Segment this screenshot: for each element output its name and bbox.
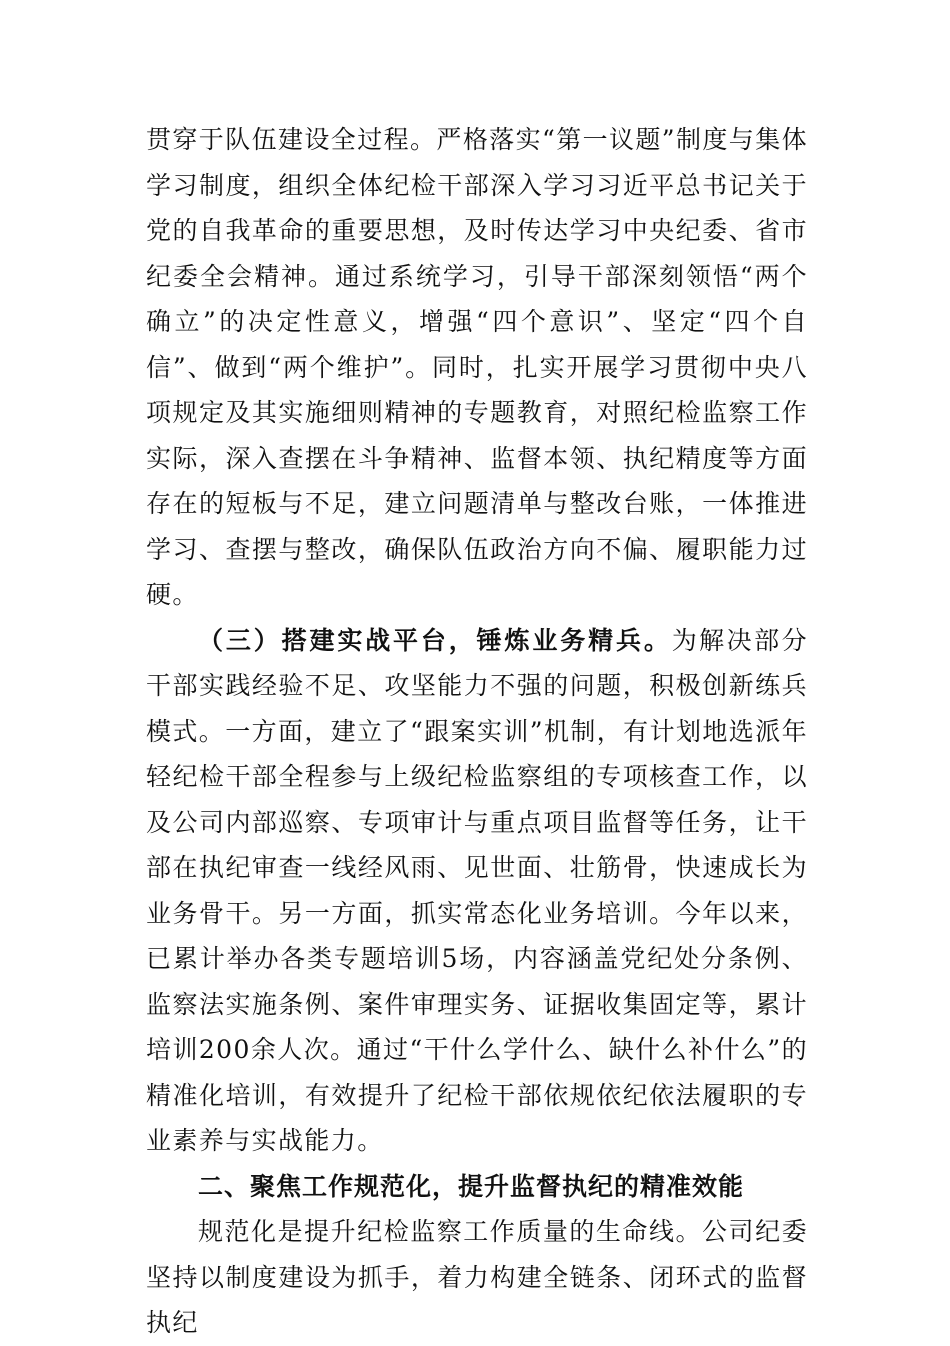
paragraph-subsection-three bbox=[146, 618, 808, 1164]
section-heading: 二、聚焦工作规范化，提升监督执纪的精准效能 bbox=[198, 1171, 745, 1201]
subsection-body: 为解决部分干部实践经验不足、攻坚能力不强的问题，积极创新练兵模式。一方面，建立了“跟案实训”机制，有计划地选派年轻纪检干部全程参与上级纪检监察组的专项核查工作，以及公司内部巡察、专项审计与重点项目监督等任务，让干部在执纪审查一线经风雨、见世面、壮筋骨，快速成长为业务骨干。另一方面，抓实常态化业务培训。今年以来，已累计举办各类专题培训5场，内容涵盖党纪处分条例、监察法实施条例、案件审理实务、证据收集固定等，累计培训200余人次。通过“干什么学什么、缺什么补什么”的精准化培训，有效提升了纪检干部依规依纪依法履职的专业素养与实战能力。 bbox=[146, 625, 808, 1155]
document-body bbox=[146, 117, 808, 1346]
subsection-heading: （三）搭建实战平台，锤炼业务精兵。 bbox=[198, 625, 672, 655]
paragraph-continuation: 贯穿于队伍建设全过程。严格落实“第一议题”制度与集体学习制度，组织全体纪检干部深入学习习近平总书记关于党的自我革命的重要思想，及时传达学习中央纪委、省市纪委全会精神。通过系统学习，引导干部深刻领悟“两个确立”的决定性意义，增强“四个意识”、坚定“四个自信”、做到“两个维护”。同时，扎实开展学习贯彻中央八项规定及其实施细则精神的专题教育，对照纪检监察工作实际，深入查摆在斗争精神、监督本领、执纪精度等方面存在的短板与不足，建立问题清单与整改台账，一体推进学习、查摆与整改，确保队伍政治方向不偏、履职能力过硬。 bbox=[146, 125, 808, 609]
paragraph-section-intro: 规范化是提升纪检监察工作质量的生命线。公司纪委坚持以制度建设为抓手，着力构建全链条、闭环式的监督执纪 bbox=[146, 1217, 808, 1337]
